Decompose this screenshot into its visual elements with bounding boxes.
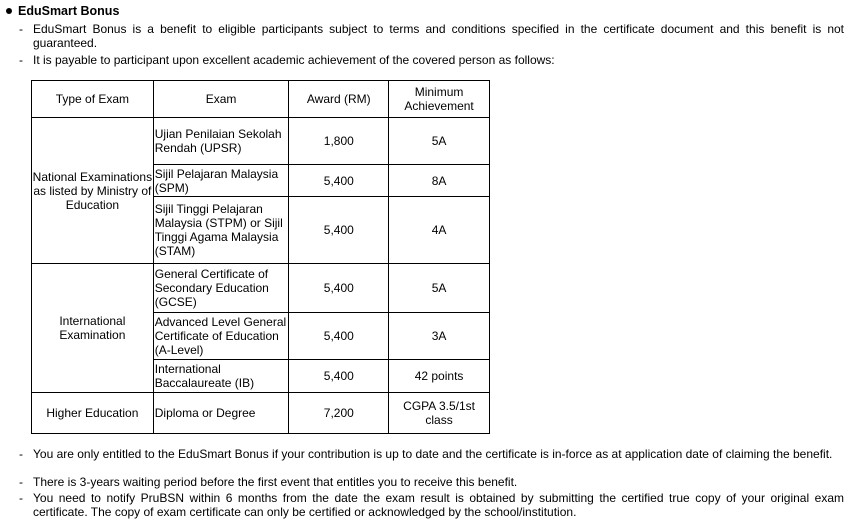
min-cell: 4A <box>389 197 490 264</box>
min-cell: 8A <box>389 165 490 197</box>
group-higher-education: Higher Education <box>32 393 154 434</box>
award-cell: 1,800 <box>289 118 389 165</box>
heading-title: EduSmart Bonus <box>18 4 120 18</box>
dash-marker: - <box>19 475 23 489</box>
exam-cell: General Certificate of Secondary Education (GCSE) <box>153 264 289 313</box>
dash-marker: - <box>19 22 23 36</box>
header-minimum-achievement: Minimum Achievement <box>389 81 490 118</box>
min-cell: CGPA 3.5/1st class <box>389 393 490 434</box>
award-cell: 5,400 <box>289 360 389 393</box>
dash-marker: - <box>19 491 23 505</box>
award-cell: 5,400 <box>289 264 389 313</box>
intro-item <box>19 53 844 67</box>
group-international: International Examination <box>32 264 154 393</box>
award-table <box>31 80 490 434</box>
exam-cell: International Baccalaureate (IB) <box>153 360 289 393</box>
header-type-of-exam: Type of Exam <box>32 81 154 118</box>
note-text: There is 3-years waiting period before the first event that entitles you to receive this benefit. <box>33 475 518 489</box>
min-cell: 5A <box>389 118 490 165</box>
dash-marker: - <box>19 447 23 461</box>
award-cell: 5,400 <box>289 165 389 197</box>
header-award: Award (RM) <box>289 81 389 118</box>
award-cell: 7,200 <box>289 393 389 434</box>
intro-text: EduSmart Bonus is a benefit to eligible participants subject to terms and conditions specified in the certificate document and this benefit is not guaranteed. <box>33 22 844 50</box>
award-cell: 5,400 <box>289 197 389 264</box>
bullet-icon <box>6 8 12 14</box>
table-row <box>32 118 490 165</box>
table-row <box>32 264 490 313</box>
note-item <box>19 447 844 461</box>
exam-cell: Ujian Penilaian Sekolah Rendah (UPSR) <box>153 118 289 165</box>
dash-marker: - <box>19 53 23 67</box>
note-item <box>19 491 844 519</box>
intro-item <box>19 22 844 50</box>
group-national: National Examinations as listed by Ministry of Education <box>32 118 154 264</box>
header-exam: Exam <box>153 81 289 118</box>
exam-cell: Sijil Pelajaran Malaysia (SPM) <box>153 165 289 197</box>
min-cell: 5A <box>389 264 490 313</box>
min-cell: 3A <box>389 313 490 360</box>
table-header-row <box>32 81 490 118</box>
note-item <box>19 475 844 489</box>
note-text: You need to notify PruBSN within 6 months from the date the exam result is obtained by submitting the certified true copy of your original exam certificate. The copy of exam certificate can only be certified or acknowledged by the school/institution. <box>33 491 844 519</box>
note-text: You are only entitled to the EduSmart Bonus if your contribution is up to date and the certificate is in-force as at application date of claiming the benefit. <box>33 447 833 461</box>
table-row <box>32 393 490 434</box>
intro-text: It is payable to participant upon excellent academic achievement of the covered person as follows: <box>33 53 555 67</box>
exam-cell: Sijil Tinggi Pelajaran Malaysia (STPM) or Sijil Tinggi Agama Malaysia (STAM) <box>153 197 289 264</box>
exam-cell: Diploma or Degree <box>153 393 289 434</box>
section-heading <box>6 3 119 19</box>
award-cell: 5,400 <box>289 313 389 360</box>
min-cell: 42 points <box>389 360 490 393</box>
exam-cell: Advanced Level General Certificate of Education (A-Level) <box>153 313 289 360</box>
